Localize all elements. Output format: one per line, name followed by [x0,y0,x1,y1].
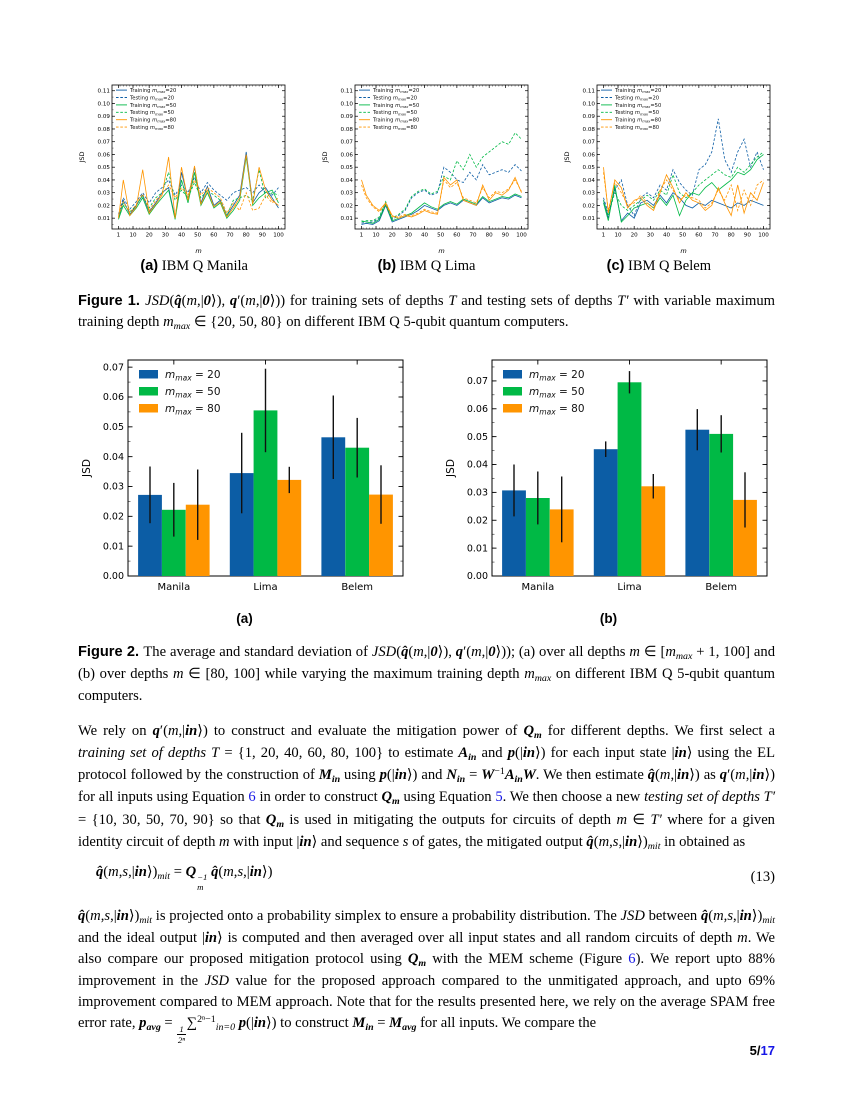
svg-text:0.07: 0.07 [97,139,110,146]
svg-text:60: 60 [452,232,460,239]
series-lines [604,119,764,222]
svg-text:40: 40 [662,232,671,239]
svg-text:70: 70 [226,232,234,239]
legend-label: Testing $m_{max}=20$ [615,95,660,102]
svg-text:50: 50 [194,232,202,239]
svg-text:0.05: 0.05 [582,165,595,172]
svg-text:0.04: 0.04 [340,177,353,184]
bar-chart-a [78,354,411,606]
svg-text:90: 90 [501,232,509,239]
axes [98,85,285,239]
svg-text:0.08: 0.08 [582,126,595,133]
svg-text:30: 30 [161,232,169,239]
bar-chart-b-wrap [442,354,775,626]
legend-label: Testing $m_{max}=80$ [372,125,417,132]
category-label: Lima [253,581,278,593]
figure1-caption: Figure 1. JSD(q̂(m,|0⟩), q′(m,|0⟩)) for training sets of depths T and testing sets of depths T′ with variable maximum training depth $m_{max}$ ∈ {20, 50, 80} on different IBM Q 5-qubit quantum computers. [78,293,775,332]
legend-label: $m_{max} = 20$ [529,368,585,383]
category-label: Manila [521,581,555,593]
svg-text:70: 70 [711,232,719,239]
svg-text:0.08: 0.08 [340,126,353,133]
equation-13: $q̂(m,s,|in⟩)_{mit} = Q$ −1 m q̂(m,s,|in⟩) [96,864,273,892]
svg-text:0.03: 0.03 [102,481,124,493]
svg-text:0.06: 0.06 [466,403,488,415]
sup-sub-stack: −1 m [197,872,208,892]
svg-text:100: 100 [758,232,769,239]
subcaption-lima [310,258,542,275]
svg-text:0.09: 0.09 [340,114,353,121]
svg-text:0.08: 0.08 [97,126,110,133]
legend-label: Testing $m_{max}=50$ [372,110,417,117]
subcaption-c-text: IBM Q Belem [628,258,711,274]
svg-text:0.00: 0.00 [102,570,124,582]
axes [583,85,770,239]
subcaption-b-text: IBM Q Lima [399,258,476,274]
svg-text:0.07: 0.07 [340,139,353,146]
bar-lima-mmax-80 [641,486,665,576]
bar-lima-mmax-20 [594,449,618,576]
legend-label: Training $m_{max}=20$ [615,88,662,95]
svg-text:0.05: 0.05 [340,165,353,172]
legend-swatch [139,387,158,396]
figure1-charts-row [78,80,775,255]
svg-text:0.07: 0.07 [582,139,595,146]
bar-chart-a-wrap [78,354,411,626]
legend-label: $m_{max} = 50$ [165,385,221,400]
axes [340,85,527,239]
svg-text:0.07: 0.07 [466,375,488,387]
svg-text:0.06: 0.06 [582,152,595,159]
svg-text:1: 1 [359,232,363,239]
line-chart-belem [563,80,775,255]
svg-text:0.01: 0.01 [102,541,124,553]
series-training-mmax-20 [119,152,279,218]
legend [359,88,419,131]
svg-text:0.06: 0.06 [102,391,124,403]
svg-text:30: 30 [646,232,654,239]
series-training-mmax-50 [361,194,521,223]
svg-text:0.04: 0.04 [466,459,488,471]
svg-text:50: 50 [679,232,687,239]
figure1-subcaptions [78,258,775,275]
svg-text:0.09: 0.09 [582,114,595,121]
bar-lima-mmax-50 [618,382,642,576]
svg-text:0.05: 0.05 [97,165,110,172]
svg-text:0.02: 0.02 [102,511,124,523]
svg-text:10: 10 [614,232,622,239]
subcaption-a-text: IBM Q Manila [161,258,248,274]
legend-label: Training $m_{max}=20$ [130,88,177,95]
svg-text:60: 60 [695,232,703,239]
y-axis-label: JSD [78,151,86,163]
category-label: Manila [157,581,191,593]
line-chart-manila [78,80,290,255]
legend-label: Testing $m_{max}=80$ [615,125,660,132]
legend-label: $m_{max} = 50$ [529,385,585,400]
legend-swatch [503,370,522,379]
x-axis-label: m [437,247,445,255]
paragraph-1: We rely on q′(m,|in⟩) to construct and evaluate the mitigation power of $Q_m$ for different depths. We first select a training set of depths T = {1, 20, 40, 60, 80, 100} to estimate $A_{in}$ and p(|in⟩) for each input state |in⟩ using the EL protocol followed by the construction of $M_{in}$ using p(|in⟩) and $N_{in} = W^{-1}A_{in}W$. We then estimate q̂(m,|in⟩) as q′(m,|in⟩) for all inputs using Equation 6 in order to construct $Q_m$ using Equation 5. We then choose a new testing set of depths T′ = {10, 30, 50, 70, 90} so that $Q_m$ is used in mitigating the outputs for circuits of depth m ∈ T′ where for a given identity circuit of depth m with input |in⟩ and sequence s of gates, the mitigated output $q̂(m,s,|in⟩)_{mit}$ in obtained as [78,722,776,852]
svg-text:0.11: 0.11 [340,88,353,95]
svg-text:0.11: 0.11 [97,88,110,95]
series-lines [119,152,279,220]
legend-label: Testing $m_{max}=50$ [615,110,660,117]
svg-text:90: 90 [743,232,751,239]
svg-text:0.03: 0.03 [97,190,110,197]
y-axis-label: JSD [81,458,93,477]
legend-label: Training $m_{max}=50$ [372,102,419,109]
legend-swatch [139,370,158,379]
svg-text:0.01: 0.01 [582,216,595,223]
legend-label: $m_{max} = 20$ [165,368,221,383]
svg-text:80: 80 [727,232,735,239]
figure2-charts-row [78,354,775,626]
svg-text:0.04: 0.04 [97,177,110,184]
page-current: 5 [749,1043,757,1058]
svg-text:0.09: 0.09 [97,114,110,121]
legend-label: Training $m_{max}=80$ [372,117,419,124]
svg-text:100: 100 [515,232,527,239]
page-total-link[interactable]: 17 [760,1043,775,1058]
bars [502,368,757,576]
legend [503,369,585,416]
svg-text:100: 100 [273,232,284,239]
svg-text:40: 40 [420,232,428,239]
svg-text:0.10: 0.10 [97,101,110,108]
svg-text:0.03: 0.03 [340,190,353,197]
svg-text:0.04: 0.04 [102,451,124,463]
category-label: Belem [341,581,374,593]
svg-text:0.04: 0.04 [582,177,595,184]
equation-13-row [78,863,775,892]
svg-text:50: 50 [436,232,444,239]
legend [139,369,221,416]
paragraph-2: $q̂(m,s,|in⟩)_{mit}$ is projected onto a probability simplex to ensure a probability distribution. The JSD between $q̂(m,s,|in⟩)_{mit}$ and the ideal output |in⟩ is computed and then averaged over all input states and all random circuits of depth m. We also compare our proposed mitigation protocol using $Q_m$ with the MEM scheme (Figure 6). We report upto 88% improvement in the JSD value for the proposed approach compared to the unmitigated approach, and upto 69% improvement compared to MEM approach. Note that for the results presented here, we rely on the average SPAM free error rate, $p_{avg}$ = $\frac{1}{\text{2ⁿ}}$ ∑$^{2^n-1}_{in=0}$ p(|in⟩) to construct $M_{in} = M_{avg}$ for all inputs. We compare the [78,907,776,1046]
legend-swatch [503,387,522,396]
series-testing-mmax-20 [604,119,764,216]
inline-fraction: $\frac{1}{\text{2ⁿ}}$ [177,1024,186,1046]
y-axis-label: JSD [445,458,457,477]
svg-text:0.07: 0.07 [102,362,124,374]
legend-label: Training $m_{max}=20$ [372,88,419,95]
svg-text:0.05: 0.05 [102,421,124,433]
bar-belem-mmax-20 [685,429,709,575]
equation-13-number: (13) [750,868,775,885]
svg-text:20: 20 [630,232,638,239]
series-training-mmax-80 [119,155,279,219]
svg-text:0.10: 0.10 [582,101,595,108]
series-training-mmax-80 [604,167,764,215]
svg-text:10: 10 [371,232,380,239]
legend-label: Training $m_{max}=80$ [615,117,662,124]
subcaption-c-label: (c) [606,258,625,274]
svg-text:90: 90 [258,232,266,239]
legend-label: Training $m_{max}=50$ [130,102,177,109]
svg-text:0.11: 0.11 [582,88,595,95]
subcaption-a-label: (a) [140,258,159,274]
svg-text:0.01: 0.01 [97,216,110,223]
legend-swatch [503,404,522,413]
svg-text:80: 80 [242,232,250,239]
svg-text:0.06: 0.06 [97,152,110,159]
category-label: Belem [705,581,738,593]
svg-text:0.01: 0.01 [340,216,353,223]
legend [601,88,661,131]
svg-text:60: 60 [210,232,218,239]
series-training-mmax-80 [361,177,521,218]
y-axis-label: JSD [320,151,329,163]
figure2-caption: Figure 2. The average and standard deviation of JSD(q̂(m,|0⟩), q′(m,|0⟩)); (a) over all depths m ∈ [$m_{max} + 1$, 100] and (b) over depths m ∈ [80, 100] while varying the maximum training depth $m_{max}$ on different IBM Q 5-qubit quantum computers. [78,643,776,704]
x-axis-label: m [195,247,202,255]
svg-text:1: 1 [601,232,606,239]
category-label: Lima [617,581,642,593]
svg-text:70: 70 [468,232,477,239]
y-axis-label: JSD [563,151,571,163]
svg-text:10: 10 [129,232,137,239]
series-training-mmax-50 [604,155,764,223]
svg-text:0.02: 0.02 [97,203,110,210]
ref-link[interactable]: 6 [248,789,256,806]
legend-label: $m_{max} = 80$ [529,402,585,417]
svg-text:0.01: 0.01 [466,543,488,555]
svg-text:0.10: 0.10 [340,101,353,108]
svg-text:0.02: 0.02 [582,203,595,210]
subcaption-b-label: (b) [377,258,397,274]
ref-link[interactable]: 5 [495,789,503,806]
svg-text:30: 30 [404,232,412,239]
legend-label: Testing $m_{max}=20$ [372,95,417,102]
page-number [750,1043,775,1058]
bar-chart-b [442,354,775,606]
svg-text:20: 20 [145,232,153,239]
legend-label: Testing $m_{max}=20$ [130,95,175,102]
subcaption-manila [78,258,310,275]
svg-text:20: 20 [388,232,396,239]
legend-label: Testing $m_{max}=80$ [130,125,175,132]
svg-text:0.03: 0.03 [582,190,595,197]
legend [116,88,176,131]
svg-text:0.03: 0.03 [466,487,488,499]
subcaption-belem [543,258,775,275]
svg-text:0.02: 0.02 [466,515,488,527]
series-training-mmax-20 [361,195,521,224]
svg-text:80: 80 [485,232,493,239]
svg-text:40: 40 [177,232,186,239]
svg-text:1: 1 [116,232,121,239]
svg-text:0.06: 0.06 [340,152,353,159]
legend-label: Testing $m_{max}=50$ [130,110,175,117]
bar-lima-mmax-80 [277,480,301,576]
legend-label: Training $m_{max}=80$ [130,117,177,124]
series-lines [361,133,521,225]
legend-label: $m_{max} = 80$ [165,402,221,417]
x-axis-label: m [680,247,687,255]
ref-link[interactable]: 6 [628,951,636,968]
svg-text:0.02: 0.02 [340,203,353,210]
page-separator: / [756,1043,761,1058]
bar-chart-a-label: (a) [236,610,253,626]
bar-chart-b-label: (b) [599,610,618,626]
legend-label: Training $m_{max}=50$ [615,102,662,109]
svg-text:0.00: 0.00 [466,570,488,582]
svg-text:0.05: 0.05 [466,431,488,443]
bars [138,368,393,575]
line-chart-lima [321,80,533,255]
legend-swatch [139,404,158,413]
bar-belem-mmax-50 [709,434,733,576]
